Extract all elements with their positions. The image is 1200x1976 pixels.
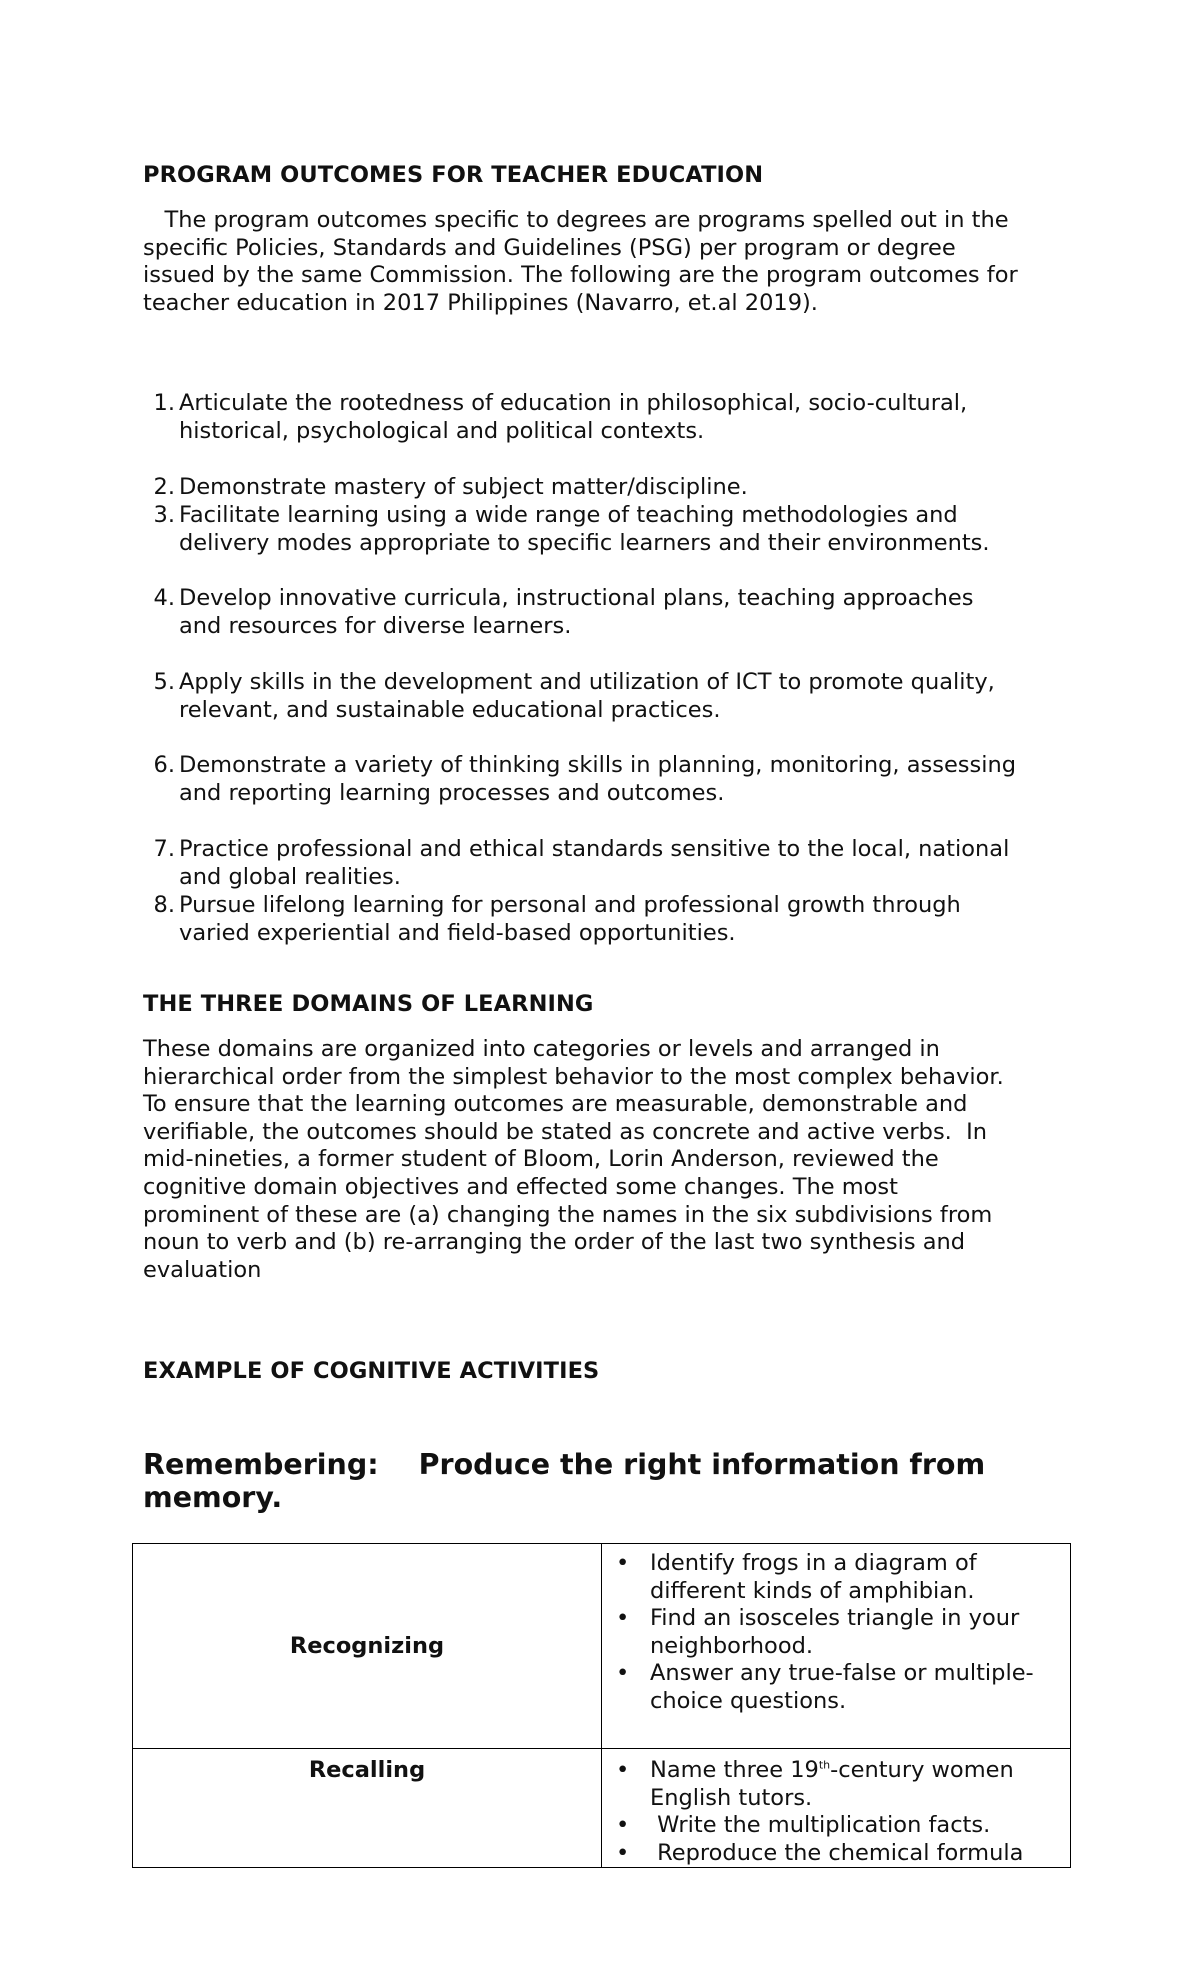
paragraph-line: These domains are organized into categories or levels and arranged in [143,1036,940,1062]
paragraph-line: To ensure that the learning outcomes are measurable, demonstrable and [143,1091,968,1118]
list-item: • Identify frogs in a diagram of different kinds of amphibian. [616,1550,977,1604]
section-heading-cognitive-activities: EXAMPLE OF COGNITIVE ACTIVITIES [143,1358,600,1384]
paragraph-line: prominent of these are (a) changing the names in the six subdivisions from [143,1201,993,1228]
outcome-text: Facilitate learning using a wide range of teaching methodologies and delivery modes appropriate to specific learners and their environments. [179,502,990,556]
example-list [602,1757,1070,1867]
outcome-number: 2. [153,474,175,500]
table-cell-examples [602,1749,1071,1868]
outcome-text: Demonstrate a variety of thinking skills in planning, monitoring, assessing and reporting learning processes and outcomes. [179,752,1017,806]
list-item: • Find an isosceles triangle in your neighborhood. [616,1605,1020,1659]
outcome-text: Apply skills in the development and utilization of ICT to promote quality, relevant, and sustainable educational practices. [179,669,995,723]
cognitive-activities-table [132,1543,1071,1868]
outcome-text: Pursue lifelong learning for personal and professional growth through varied experiential and field-based opportunities. [179,892,961,946]
paragraph-line: hierarchical order from the simplest behavior to the most complex behavior. [143,1063,1004,1090]
paragraph-line: The program outcomes specific to degrees are programs spelled out in the [143,207,1009,233]
section-heading-three-domains: THE THREE DOMAINS OF LEARNING [143,991,594,1017]
bullet-icon: • [616,1605,630,1632]
outcome-text: Articulate the rootedness of education in philosophical, socio-cultural, historical, psychological and political contexts. [179,390,968,444]
table-cell-category [133,1544,602,1749]
outcome-number: 7. [153,836,175,862]
paragraph-line: evaluation [143,1256,262,1283]
remembering-label: Remembering: [143,1448,379,1481]
program-outcomes-intro [143,207,1103,317]
paragraph-line: mid-nineties, a former student of Bloom, Lorin Anderson, reviewed the [143,1146,939,1173]
category-label: Recognizing [289,1633,445,1659]
bullet-icon: • [616,1550,630,1576]
paragraph-line: teacher education in 2017 Philippines (Navarro, et.al 2019). [143,289,818,316]
outcome-number: 5. [153,669,175,695]
bullet-icon: • [616,1839,630,1866]
bullet-icon: • [616,1757,630,1783]
list-item: • Reproduce the chemical formula [616,1839,1024,1866]
remembering-description-cont: memory. [143,1481,283,1514]
table-row [133,1749,1071,1868]
outcome-text: Demonstrate mastery of subject matter/discipline. [179,474,748,500]
category-label: Recalling [308,1757,426,1783]
remembering-heading [143,1448,1043,1514]
bullet-icon: • [616,1660,630,1687]
paragraph-line: issued by the same Commission. The following are the program outcomes for [143,262,1018,289]
bullet-icon: • [616,1812,630,1839]
paragraph-line: noun to verb and (b) re-arranging the order of the last two synthesis and [143,1229,966,1256]
section-heading-program-outcomes: PROGRAM OUTCOMES FOR TEACHER EDUCATION [143,162,764,188]
paragraph-line: specific Policies, Standards and Guidelines (PSG) per program or degree [143,234,956,261]
remembering-description: Produce the right information from [418,1448,986,1481]
paragraph-line: verifiable, the outcomes should be stated as concrete and active verbs. In [143,1118,988,1145]
list-item: • Name three 19th-century women English tutors. [616,1757,1014,1811]
outcome-text: Develop innovative curricula, instructional plans, teaching approaches and resources for diverse learners. [179,585,974,639]
paragraph-line: cognitive domain objectives and effected some changes. The most [143,1173,898,1200]
list-item: • Answer any true-false or multiple-choice questions. [616,1660,1034,1714]
three-domains-paragraph [143,1036,1103,1284]
outcome-number: 6. [153,752,175,778]
table-cell-examples [602,1544,1071,1749]
outcome-number: 4. [153,585,175,611]
outcome-number: 1. [153,390,175,416]
outcome-number: 3. [153,502,175,528]
outcome-text: Practice professional and ethical standards sensitive to the local, national and global realities. [179,836,1010,890]
example-list [602,1550,1070,1716]
table-cell-category [133,1749,602,1868]
table-row [133,1544,1071,1749]
list-item: • Write the multiplication facts. [616,1812,991,1839]
outcome-number: 8. [153,892,175,918]
